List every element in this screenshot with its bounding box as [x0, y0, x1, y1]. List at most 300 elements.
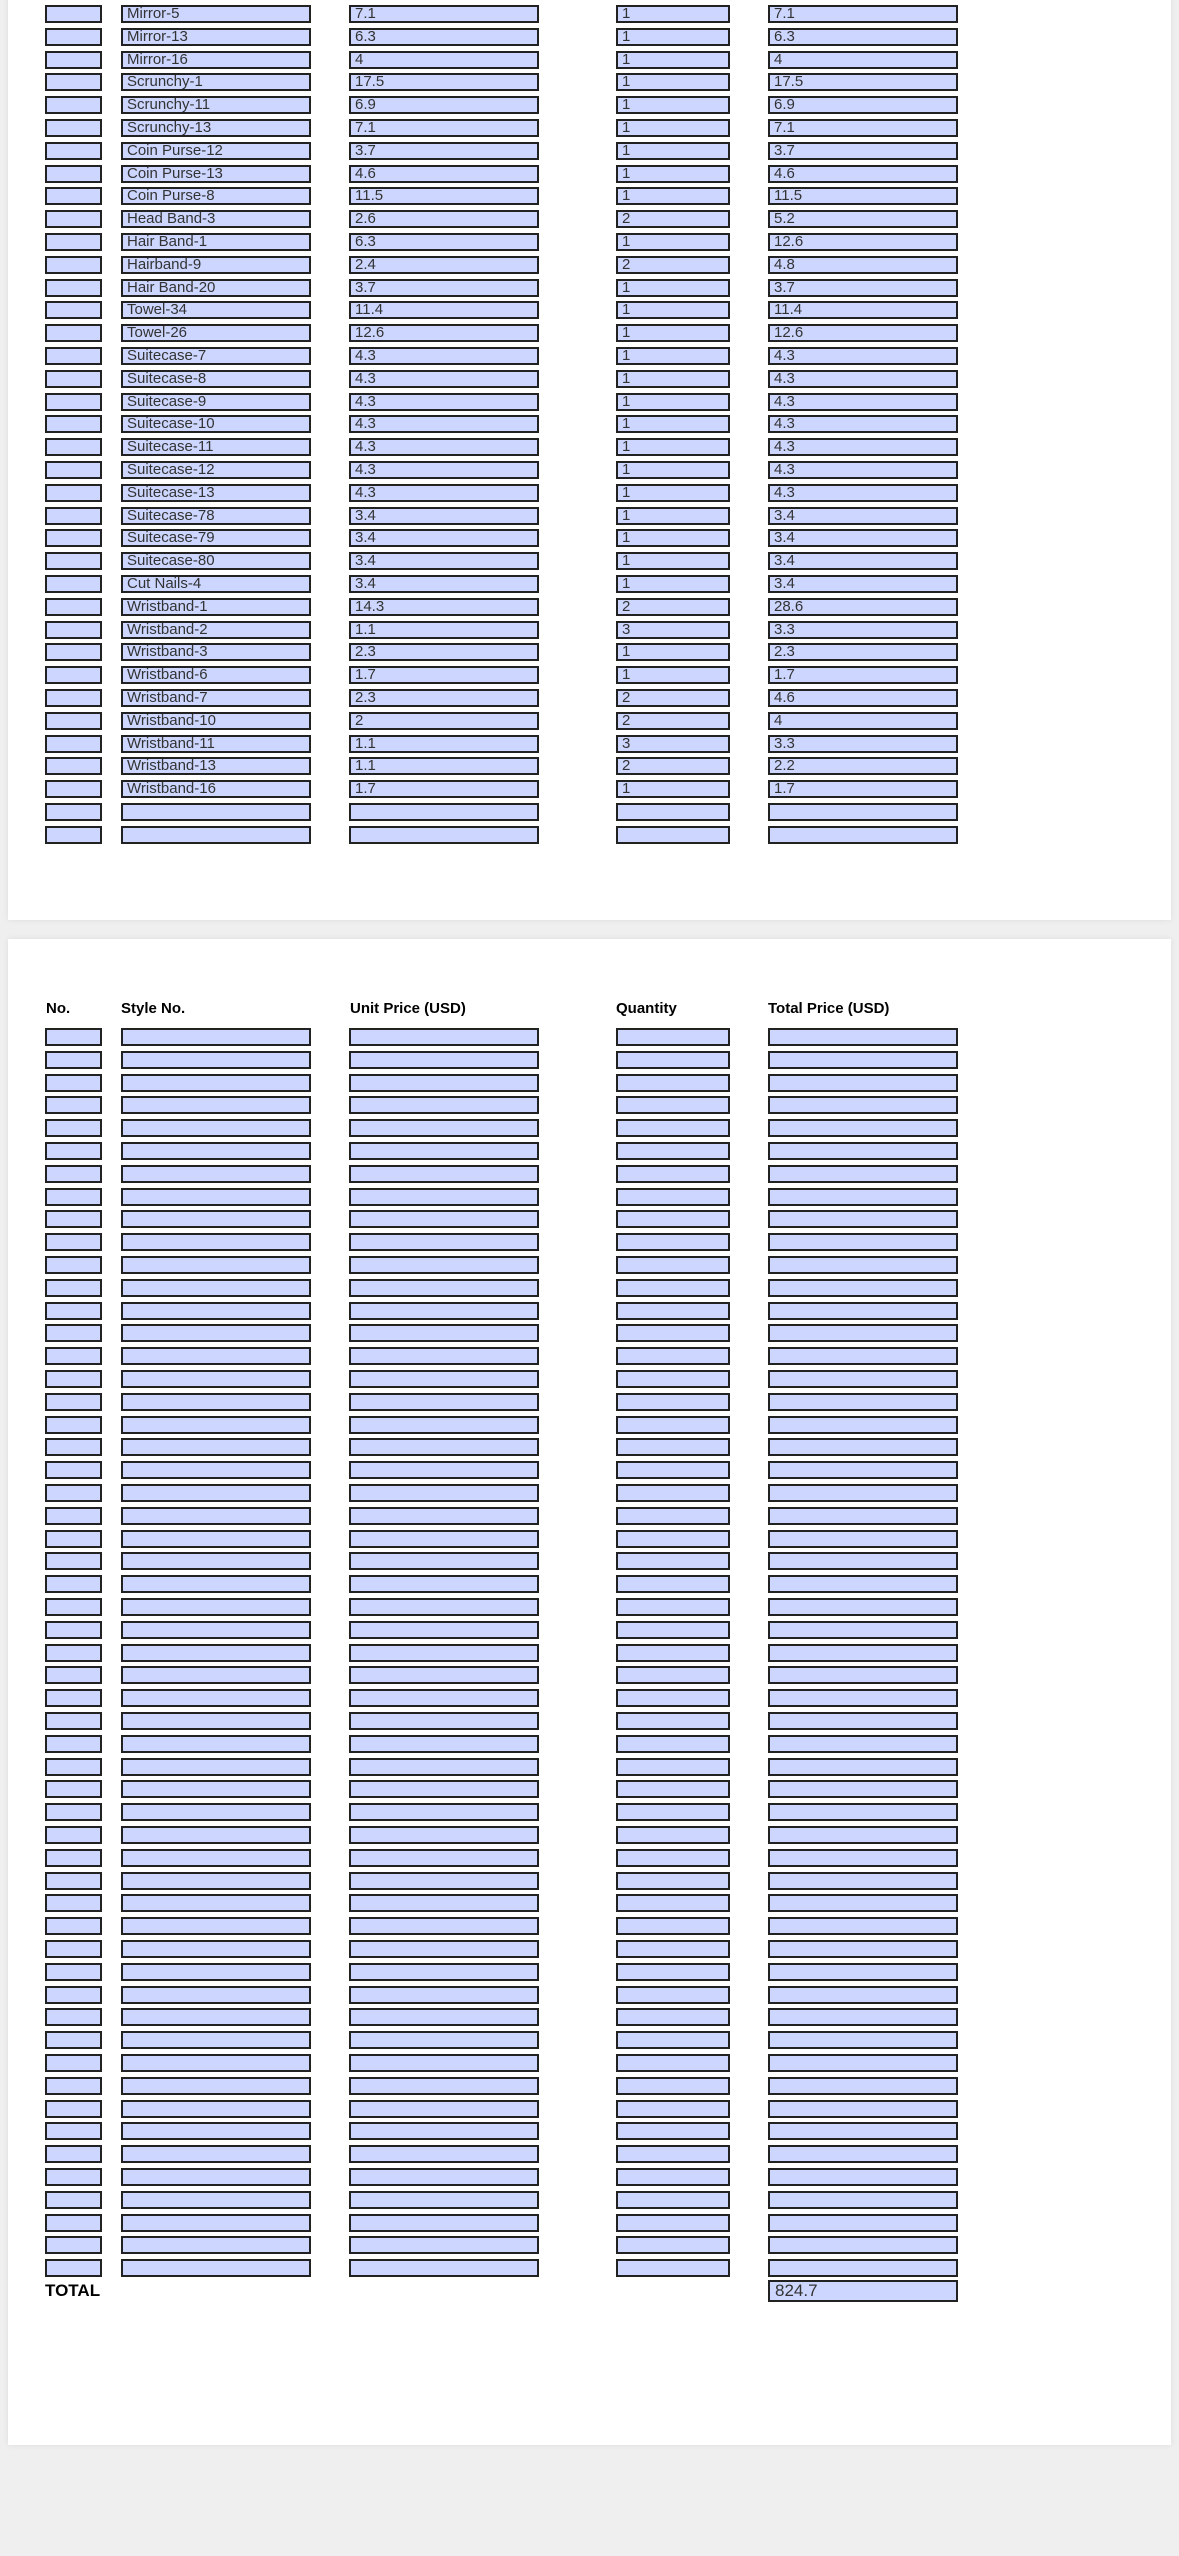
no-field[interactable]	[45, 324, 102, 342]
unit-price-field[interactable]: 2.3	[349, 689, 539, 707]
no-field[interactable]	[45, 1507, 102, 1525]
unit-price-field[interactable]	[349, 1210, 539, 1228]
quantity-field[interactable]	[616, 803, 730, 821]
style-no-field[interactable]	[121, 1712, 311, 1730]
style-no-field[interactable]: Wristband-13	[121, 757, 311, 775]
total-price-field[interactable]	[768, 1142, 958, 1160]
unit-price-field[interactable]	[349, 2122, 539, 2140]
style-no-field[interactable]	[121, 826, 311, 844]
style-no-field[interactable]: Cut Nails-4	[121, 575, 311, 593]
quantity-field[interactable]: 1	[616, 233, 730, 251]
total-price-field[interactable]: 3.3	[768, 621, 958, 639]
no-field[interactable]	[45, 1416, 102, 1434]
total-price-field[interactable]: 5.2	[768, 210, 958, 228]
style-no-field[interactable]: Towel-26	[121, 324, 311, 342]
style-no-field[interactable]	[121, 1826, 311, 1844]
style-no-field[interactable]: Suitecase-11	[121, 438, 311, 456]
total-price-field[interactable]: 4.3	[768, 461, 958, 479]
style-no-field[interactable]: Wristband-7	[121, 689, 311, 707]
unit-price-field[interactable]: 2	[349, 712, 539, 730]
unit-price-field[interactable]	[349, 1575, 539, 1593]
quantity-field[interactable]	[616, 1302, 730, 1320]
quantity-field[interactable]: 1	[616, 484, 730, 502]
quantity-field[interactable]	[616, 1142, 730, 1160]
quantity-field[interactable]: 1	[616, 393, 730, 411]
style-no-field[interactable]: Wristband-10	[121, 712, 311, 730]
style-no-field[interactable]	[121, 1233, 311, 1251]
no-field[interactable]	[45, 1324, 102, 1342]
unit-price-field[interactable]	[349, 1917, 539, 1935]
unit-price-field[interactable]	[349, 1530, 539, 1548]
unit-price-field[interactable]: 4.3	[349, 347, 539, 365]
unit-price-field[interactable]	[349, 1963, 539, 1981]
quantity-field[interactable]	[616, 1074, 730, 1092]
style-no-field[interactable]	[121, 2145, 311, 2163]
unit-price-field[interactable]: 4	[349, 51, 539, 69]
unit-price-field[interactable]: 3.7	[349, 142, 539, 160]
total-price-field[interactable]: 4.3	[768, 393, 958, 411]
unit-price-field[interactable]	[349, 826, 539, 844]
quantity-field[interactable]: 1	[616, 96, 730, 114]
total-price-field[interactable]	[768, 1347, 958, 1365]
style-no-field[interactable]	[121, 1758, 311, 1776]
total-price-field[interactable]	[768, 1324, 958, 1342]
no-field[interactable]	[45, 210, 102, 228]
unit-price-field[interactable]	[349, 1347, 539, 1365]
unit-price-field[interactable]	[349, 1849, 539, 1867]
total-price-field[interactable]	[768, 1780, 958, 1798]
quantity-field[interactable]	[616, 1416, 730, 1434]
total-price-field[interactable]: 6.9	[768, 96, 958, 114]
style-no-field[interactable]: Coin Purse-12	[121, 142, 311, 160]
style-no-field[interactable]	[121, 1666, 311, 1684]
no-field[interactable]	[45, 1917, 102, 1935]
no-field[interactable]	[45, 256, 102, 274]
total-price-field[interactable]	[768, 1302, 958, 1320]
unit-price-field[interactable]: 4.6	[349, 165, 539, 183]
unit-price-field[interactable]	[349, 2077, 539, 2095]
no-field[interactable]	[45, 666, 102, 684]
style-no-field[interactable]	[121, 1598, 311, 1616]
unit-price-field[interactable]	[349, 1233, 539, 1251]
total-price-field[interactable]	[768, 1963, 958, 1981]
no-field[interactable]	[45, 2259, 102, 2277]
total-price-field[interactable]	[768, 1986, 958, 2004]
quantity-field[interactable]: 2	[616, 712, 730, 730]
total-price-field[interactable]	[768, 1507, 958, 1525]
style-no-field[interactable]: Mirror-5	[121, 5, 311, 23]
unit-price-field[interactable]	[349, 2168, 539, 2186]
total-price-field[interactable]: 3.4	[768, 552, 958, 570]
style-no-field[interactable]: Suitecase-9	[121, 393, 311, 411]
total-price-field[interactable]: 3.7	[768, 142, 958, 160]
style-no-field[interactable]	[121, 1119, 311, 1137]
unit-price-field[interactable]: 4.3	[349, 461, 539, 479]
total-price-field[interactable]: 4.6	[768, 689, 958, 707]
style-no-field[interactable]	[121, 1142, 311, 1160]
style-no-field[interactable]: Suitecase-78	[121, 507, 311, 525]
no-field[interactable]	[45, 2031, 102, 2049]
unit-price-field[interactable]	[349, 1256, 539, 1274]
quantity-field[interactable]	[616, 1780, 730, 1798]
total-price-field[interactable]: 1.7	[768, 666, 958, 684]
no-field[interactable]	[45, 529, 102, 547]
no-field[interactable]	[45, 51, 102, 69]
style-no-field[interactable]: Hair Band-20	[121, 279, 311, 297]
quantity-field[interactable]	[616, 1438, 730, 1456]
style-no-field[interactable]	[121, 2122, 311, 2140]
total-price-field[interactable]: 2.2	[768, 757, 958, 775]
unit-price-field[interactable]	[349, 1872, 539, 1890]
unit-price-field[interactable]	[349, 1279, 539, 1297]
style-no-field[interactable]: Suitecase-8	[121, 370, 311, 388]
unit-price-field[interactable]	[349, 1507, 539, 1525]
total-price-field[interactable]: 11.5	[768, 187, 958, 205]
total-price-field[interactable]: 2.3	[768, 643, 958, 661]
quantity-field[interactable]: 1	[616, 643, 730, 661]
unit-price-field[interactable]: 6.3	[349, 233, 539, 251]
style-no-field[interactable]	[121, 2008, 311, 2026]
no-field[interactable]	[45, 73, 102, 91]
unit-price-field[interactable]	[349, 1028, 539, 1046]
unit-price-field[interactable]: 11.5	[349, 187, 539, 205]
unit-price-field[interactable]	[349, 1689, 539, 1707]
quantity-field[interactable]: 1	[616, 529, 730, 547]
quantity-field[interactable]	[616, 1552, 730, 1570]
no-field[interactable]	[45, 96, 102, 114]
style-no-field[interactable]	[121, 1096, 311, 1114]
style-no-field[interactable]	[121, 1210, 311, 1228]
quantity-field[interactable]: 1	[616, 142, 730, 160]
no-field[interactable]	[45, 2054, 102, 2072]
style-no-field[interactable]: Wristband-3	[121, 643, 311, 661]
quantity-field[interactable]	[616, 1530, 730, 1548]
total-price-field[interactable]: 12.6	[768, 233, 958, 251]
unit-price-field[interactable]	[349, 1598, 539, 1616]
style-no-field[interactable]	[121, 803, 311, 821]
total-price-field[interactable]: 28.6	[768, 598, 958, 616]
unit-price-field[interactable]	[349, 1074, 539, 1092]
no-field[interactable]	[45, 826, 102, 844]
total-price-field[interactable]	[768, 1826, 958, 1844]
style-no-field[interactable]: Suitecase-79	[121, 529, 311, 547]
total-price-field[interactable]	[768, 826, 958, 844]
quantity-field[interactable]	[616, 1507, 730, 1525]
no-field[interactable]	[45, 165, 102, 183]
total-price-field[interactable]	[768, 1188, 958, 1206]
no-field[interactable]	[45, 233, 102, 251]
unit-price-field[interactable]: 3.4	[349, 575, 539, 593]
unit-price-field[interactable]: 4.3	[349, 484, 539, 502]
style-no-field[interactable]	[121, 1689, 311, 1707]
style-no-field[interactable]	[121, 2259, 311, 2277]
unit-price-field[interactable]	[349, 803, 539, 821]
total-price-field[interactable]	[768, 1028, 958, 1046]
total-price-field[interactable]	[768, 1165, 958, 1183]
quantity-field[interactable]: 1	[616, 51, 730, 69]
no-field[interactable]	[45, 1872, 102, 1890]
total-price-field[interactable]	[768, 2031, 958, 2049]
unit-price-field[interactable]: 6.9	[349, 96, 539, 114]
no-field[interactable]	[45, 2214, 102, 2232]
unit-price-field[interactable]	[349, 1484, 539, 1502]
style-no-field[interactable]: Mirror-13	[121, 28, 311, 46]
style-no-field[interactable]: Towel-34	[121, 301, 311, 319]
no-field[interactable]	[45, 279, 102, 297]
quantity-field[interactable]: 1	[616, 187, 730, 205]
no-field[interactable]	[45, 1689, 102, 1707]
no-field[interactable]	[45, 461, 102, 479]
unit-price-field[interactable]	[349, 1438, 539, 1456]
no-field[interactable]	[45, 2145, 102, 2163]
style-no-field[interactable]: Mirror-16	[121, 51, 311, 69]
total-price-field[interactable]	[768, 1096, 958, 1114]
quantity-field[interactable]	[616, 1849, 730, 1867]
style-no-field[interactable]	[121, 2236, 311, 2254]
style-no-field[interactable]	[121, 1302, 311, 1320]
quantity-field[interactable]	[616, 1324, 730, 1342]
unit-price-field[interactable]	[349, 1461, 539, 1479]
unit-price-field[interactable]	[349, 1803, 539, 1821]
total-price-field[interactable]: 4	[768, 51, 958, 69]
quantity-field[interactable]	[616, 1119, 730, 1137]
unit-price-field[interactable]: 3.4	[349, 552, 539, 570]
total-price-field[interactable]: 4	[768, 712, 958, 730]
unit-price-field[interactable]: 7.1	[349, 5, 539, 23]
style-no-field[interactable]: Scrunchy-11	[121, 96, 311, 114]
style-no-field[interactable]	[121, 1393, 311, 1411]
no-field[interactable]	[45, 1735, 102, 1753]
no-field[interactable]	[45, 1393, 102, 1411]
no-field[interactable]	[45, 1666, 102, 1684]
unit-price-field[interactable]	[349, 1552, 539, 1570]
no-field[interactable]	[45, 803, 102, 821]
style-no-field[interactable]	[121, 1940, 311, 1958]
total-price-field[interactable]	[768, 2145, 958, 2163]
no-field[interactable]	[45, 1028, 102, 1046]
total-price-field[interactable]: 4.3	[768, 370, 958, 388]
no-field[interactable]	[45, 1803, 102, 1821]
no-field[interactable]	[45, 780, 102, 798]
quantity-field[interactable]	[616, 2168, 730, 2186]
no-field[interactable]	[45, 2191, 102, 2209]
no-field[interactable]	[45, 5, 102, 23]
style-no-field[interactable]: Coin Purse-13	[121, 165, 311, 183]
quantity-field[interactable]	[616, 1917, 730, 1935]
no-field[interactable]	[45, 484, 102, 502]
no-field[interactable]	[45, 1233, 102, 1251]
unit-price-field[interactable]: 11.4	[349, 301, 539, 319]
quantity-field[interactable]	[616, 1096, 730, 1114]
quantity-field[interactable]: 1	[616, 461, 730, 479]
style-no-field[interactable]	[121, 1324, 311, 1342]
style-no-field[interactable]: Wristband-2	[121, 621, 311, 639]
style-no-field[interactable]	[121, 1438, 311, 1456]
quantity-field[interactable]	[616, 1461, 730, 1479]
total-price-field[interactable]	[768, 2168, 958, 2186]
style-no-field[interactable]	[121, 1621, 311, 1639]
style-no-field[interactable]	[121, 1188, 311, 1206]
no-field[interactable]	[45, 2008, 102, 2026]
style-no-field[interactable]: Coin Purse-8	[121, 187, 311, 205]
quantity-field[interactable]	[616, 826, 730, 844]
no-field[interactable]	[45, 2236, 102, 2254]
total-price-field[interactable]: 17.5	[768, 73, 958, 91]
quantity-field[interactable]: 2	[616, 598, 730, 616]
total-price-field[interactable]: 3.3	[768, 735, 958, 753]
unit-price-field[interactable]: 12.6	[349, 324, 539, 342]
quantity-field[interactable]	[616, 2145, 730, 2163]
unit-price-field[interactable]: 3.4	[349, 507, 539, 525]
style-no-field[interactable]: Wristband-6	[121, 666, 311, 684]
quantity-field[interactable]: 1	[616, 507, 730, 525]
total-price-field[interactable]	[768, 1598, 958, 1616]
total-price-field[interactable]	[768, 2054, 958, 2072]
unit-price-field[interactable]: 1.1	[349, 735, 539, 753]
unit-price-field[interactable]: 2.6	[349, 210, 539, 228]
total-price-field[interactable]	[768, 1940, 958, 1958]
quantity-field[interactable]	[616, 1803, 730, 1821]
total-price-field[interactable]	[768, 1712, 958, 1730]
total-price-field[interactable]	[768, 1233, 958, 1251]
no-field[interactable]	[45, 598, 102, 616]
quantity-field[interactable]	[616, 1872, 730, 1890]
quantity-field[interactable]	[616, 1644, 730, 1662]
style-no-field[interactable]	[121, 2077, 311, 2095]
no-field[interactable]	[45, 1370, 102, 1388]
unit-price-field[interactable]	[349, 2145, 539, 2163]
no-field[interactable]	[45, 1461, 102, 1479]
unit-price-field[interactable]	[349, 2054, 539, 2072]
total-price-field[interactable]: 4.3	[768, 438, 958, 456]
unit-price-field[interactable]	[349, 1119, 539, 1137]
quantity-field[interactable]	[616, 1575, 730, 1593]
no-field[interactable]	[45, 1279, 102, 1297]
quantity-field[interactable]	[616, 2122, 730, 2140]
no-field[interactable]	[45, 1256, 102, 1274]
style-no-field[interactable]	[121, 1872, 311, 1890]
style-no-field[interactable]: Head Band-3	[121, 210, 311, 228]
style-no-field[interactable]	[121, 1347, 311, 1365]
no-field[interactable]	[45, 621, 102, 639]
quantity-field[interactable]	[616, 1712, 730, 1730]
quantity-field[interactable]	[616, 1940, 730, 1958]
total-price-field[interactable]	[768, 803, 958, 821]
quantity-field[interactable]	[616, 1051, 730, 1069]
unit-price-field[interactable]	[349, 1826, 539, 1844]
unit-price-field[interactable]: 3.7	[349, 279, 539, 297]
total-price-field[interactable]: 4.8	[768, 256, 958, 274]
unit-price-field[interactable]	[349, 1780, 539, 1798]
style-no-field[interactable]: Suitecase-7	[121, 347, 311, 365]
style-no-field[interactable]	[121, 1735, 311, 1753]
quantity-field[interactable]: 1	[616, 301, 730, 319]
unit-price-field[interactable]: 1.7	[349, 780, 539, 798]
total-price-field[interactable]	[768, 2236, 958, 2254]
no-field[interactable]	[45, 1142, 102, 1160]
quantity-field[interactable]	[616, 2008, 730, 2026]
style-no-field[interactable]	[121, 1028, 311, 1046]
unit-price-field[interactable]	[349, 1096, 539, 1114]
no-field[interactable]	[45, 1484, 102, 1502]
quantity-field[interactable]	[616, 2031, 730, 2049]
quantity-field[interactable]	[616, 2054, 730, 2072]
total-price-field[interactable]	[768, 1484, 958, 1502]
quantity-field[interactable]: 2	[616, 689, 730, 707]
unit-price-field[interactable]	[349, 1666, 539, 1684]
quantity-field[interactable]: 1	[616, 165, 730, 183]
quantity-field[interactable]	[616, 1598, 730, 1616]
unit-price-field[interactable]	[349, 1142, 539, 1160]
style-no-field[interactable]	[121, 1530, 311, 1548]
no-field[interactable]	[45, 1780, 102, 1798]
quantity-field[interactable]: 3	[616, 621, 730, 639]
total-price-field[interactable]: 12.6	[768, 324, 958, 342]
unit-price-field[interactable]: 2.4	[349, 256, 539, 274]
quantity-field[interactable]: 1	[616, 552, 730, 570]
no-field[interactable]	[45, 643, 102, 661]
quantity-field[interactable]	[616, 1735, 730, 1753]
no-field[interactable]	[45, 301, 102, 319]
quantity-field[interactable]: 1	[616, 347, 730, 365]
total-price-field[interactable]: 4.6	[768, 165, 958, 183]
total-price-field[interactable]	[768, 1438, 958, 1456]
no-field[interactable]	[45, 2100, 102, 2118]
style-no-field[interactable]	[121, 1416, 311, 1434]
style-no-field[interactable]	[121, 1461, 311, 1479]
quantity-field[interactable]	[616, 1826, 730, 1844]
unit-price-field[interactable]: 7.1	[349, 119, 539, 137]
unit-price-field[interactable]: 14.3	[349, 598, 539, 616]
no-field[interactable]	[45, 1849, 102, 1867]
quantity-field[interactable]	[616, 2077, 730, 2095]
quantity-field[interactable]	[616, 2100, 730, 2118]
no-field[interactable]	[45, 552, 102, 570]
style-no-field[interactable]	[121, 2100, 311, 2118]
no-field[interactable]	[45, 712, 102, 730]
total-price-field[interactable]: 4.3	[768, 347, 958, 365]
style-no-field[interactable]: Scrunchy-1	[121, 73, 311, 91]
unit-price-field[interactable]: 4.3	[349, 415, 539, 433]
total-price-field[interactable]	[768, 2077, 958, 2095]
style-no-field[interactable]	[121, 2054, 311, 2072]
quantity-field[interactable]: 1	[616, 28, 730, 46]
total-price-field[interactable]	[768, 1917, 958, 1935]
quantity-field[interactable]	[616, 1233, 730, 1251]
quantity-field[interactable]	[616, 1986, 730, 2004]
unit-price-field[interactable]	[349, 2008, 539, 2026]
no-field[interactable]	[45, 1575, 102, 1593]
style-no-field[interactable]: Suitecase-12	[121, 461, 311, 479]
unit-price-field[interactable]: 4.3	[349, 438, 539, 456]
quantity-field[interactable]: 1	[616, 279, 730, 297]
style-no-field[interactable]	[121, 1644, 311, 1662]
no-field[interactable]	[45, 575, 102, 593]
no-field[interactable]	[45, 1963, 102, 1981]
no-field[interactable]	[45, 1096, 102, 1114]
no-field[interactable]	[45, 142, 102, 160]
total-price-field[interactable]: 3.4	[768, 529, 958, 547]
total-price-field[interactable]	[768, 1803, 958, 1821]
quantity-field[interactable]: 1	[616, 5, 730, 23]
total-price-field[interactable]	[768, 1735, 958, 1753]
no-field[interactable]	[45, 1074, 102, 1092]
total-price-field[interactable]: 4.3	[768, 484, 958, 502]
quantity-field[interactable]	[616, 1188, 730, 1206]
unit-price-field[interactable]	[349, 1940, 539, 1958]
unit-price-field[interactable]	[349, 1416, 539, 1434]
total-price-field[interactable]	[768, 1279, 958, 1297]
